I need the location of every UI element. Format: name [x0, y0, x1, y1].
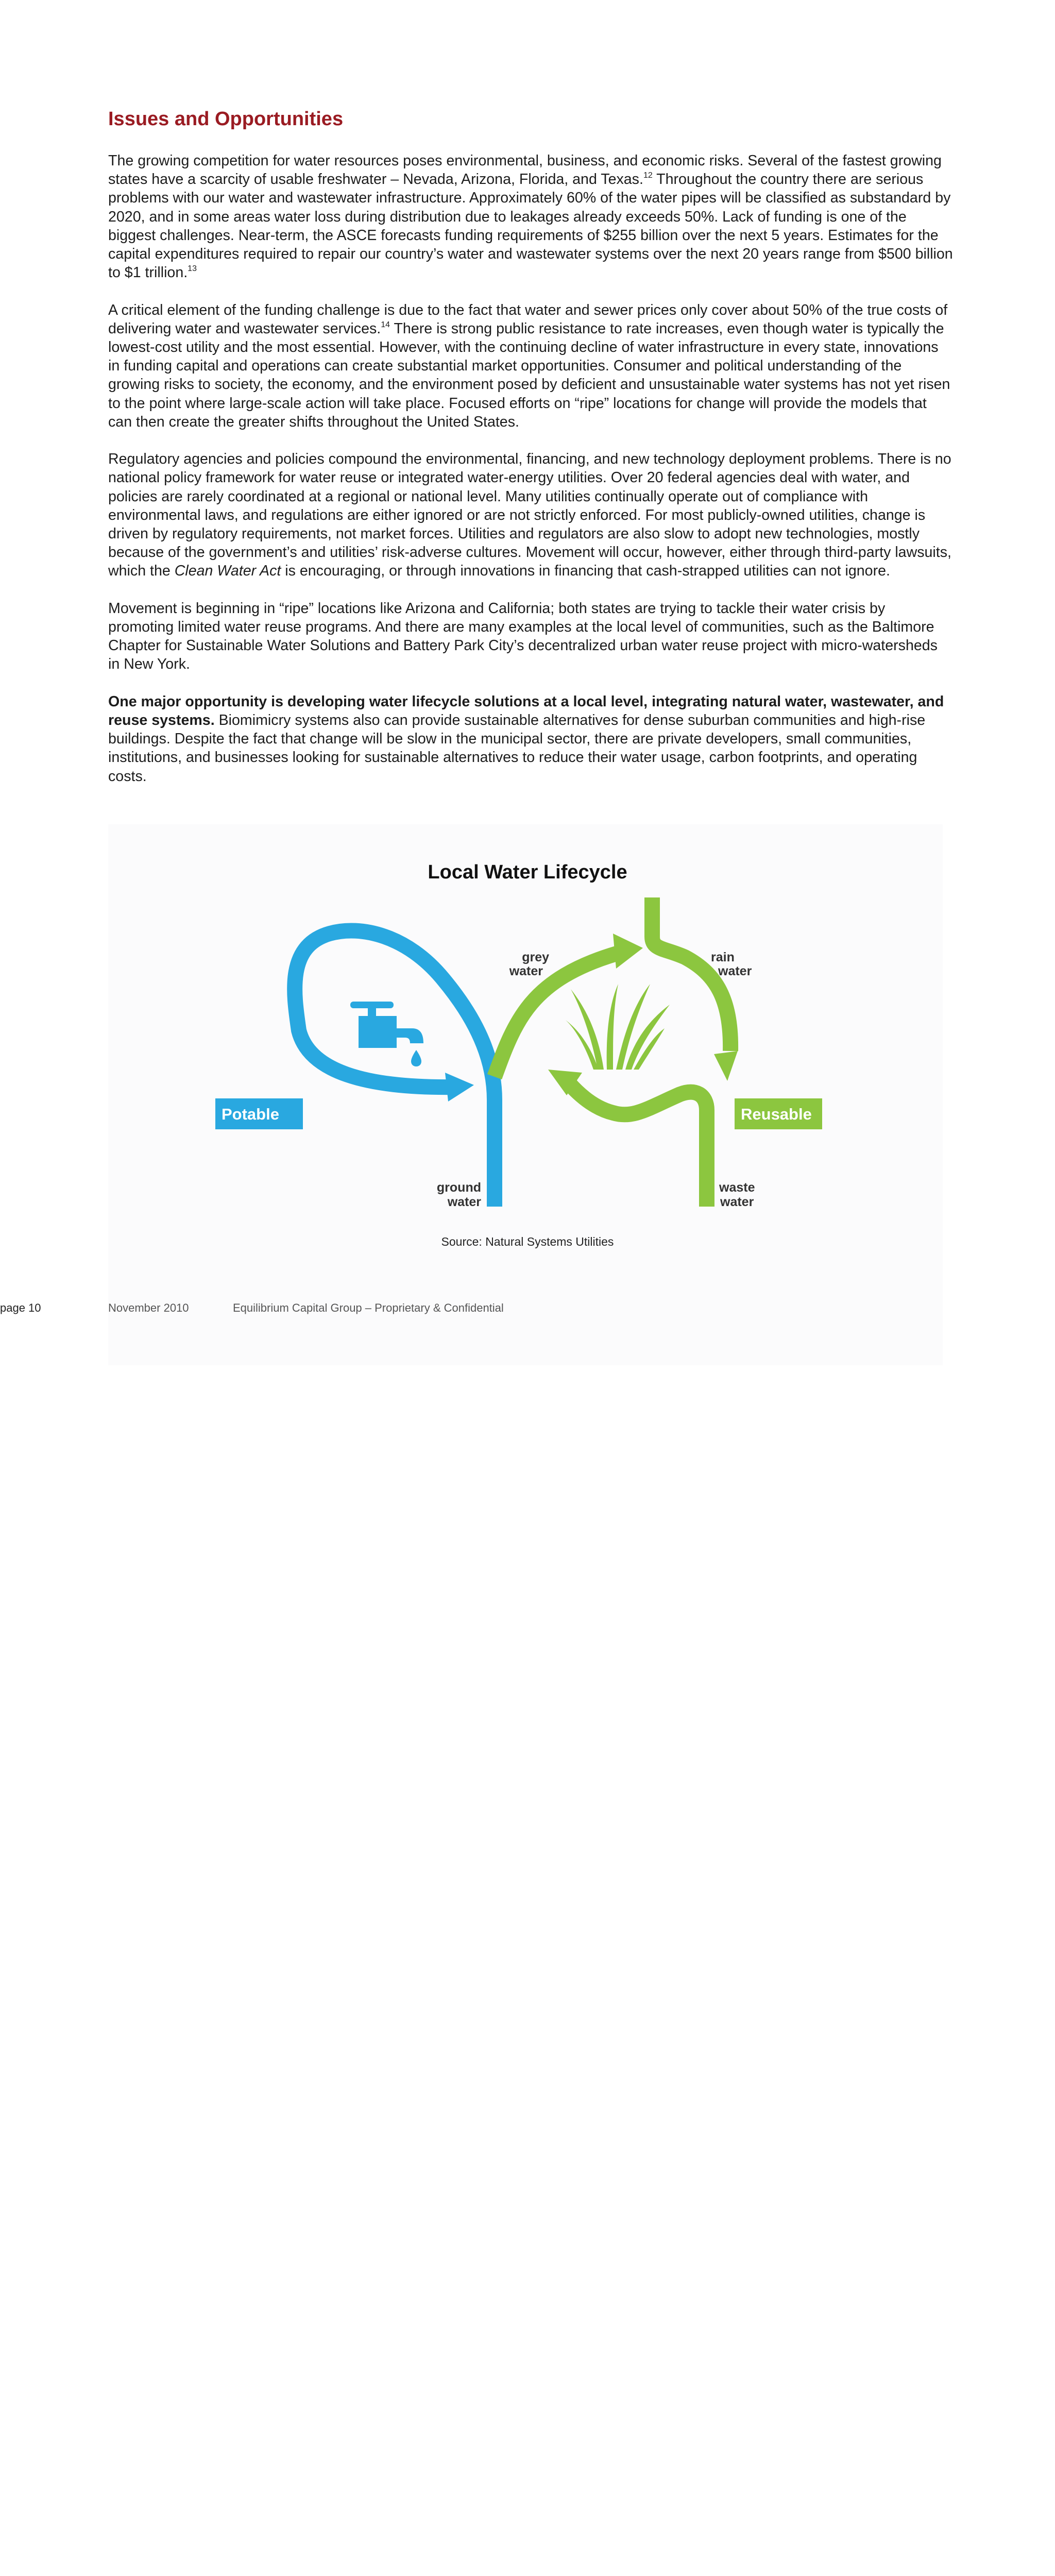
- potable-arrowhead: [445, 1073, 474, 1101]
- section-heading: Issues and Opportunities: [108, 108, 344, 130]
- ground-water-label-line1: ground: [436, 1180, 481, 1195]
- potable-loop: [295, 930, 495, 1207]
- potable-loop-curve: [295, 930, 495, 1207]
- faucet-icon: [350, 1002, 423, 1066]
- footer-page-number: page 10: [0, 1301, 41, 1314]
- grey-water-label-line1: grey: [522, 950, 549, 964]
- clean-water-act-title: Clean Water Act: [174, 563, 281, 580]
- reusable-tag-label: Reusable: [741, 1105, 812, 1123]
- grey-water-arrowhead: [613, 934, 643, 969]
- figure-source: Source: Natural Systems Utilities: [441, 1235, 614, 1248]
- grey-water-label-line2: water: [509, 964, 543, 978]
- paragraph-5-text: Biomimicry systems also can provide sustainable alternatives for dense suburban communities and high-rise buildings. Despite the fact that change will be slow in the municipal sector, there are private developers, small communities, institutions, and businesses looking for sustainable alternatives to reduce their water usage, carbon footprints, and operating costs.: [108, 712, 926, 785]
- paragraph-2-text-b: There is strong public resistance to rate increases, even though water is typically the lowest-cost utility and the most essential. However, with the continuing decline of water infrastructure in every state, innovations in funding capital and operations can create substantial market opportunities. Consumer and political understanding of the growing risks to society, the economy, and the environment posed by deficient and unsustainable water systems has not yet risen to the point where large-scale action will take place. Focused efforts on “ripe” locations for change will provide the models that can then create the greater shifts throughout the United States.: [108, 320, 950, 430]
- rain-water-arrowhead: [714, 1051, 738, 1081]
- footnote-ref-14: 14: [381, 320, 390, 329]
- paragraph-1-text-a: The growing competition for water resources poses environmental, business, and economic risks. Several of the fastest growing states have a scarcity of usable freshwater – Nevada, Arizona, Florida, and Texas.: [108, 152, 942, 188]
- waste-water-pipe: [569, 1083, 707, 1207]
- rain-water-label-line1: rain: [711, 950, 735, 964]
- figure-title: Local Water Lifecycle: [428, 861, 627, 883]
- footnote-ref-12: 12: [643, 171, 653, 180]
- waste-water-label-line2: water: [720, 1195, 754, 1209]
- paragraph-3-text-b: is encouraging, or through innovations in financing that cash-strapped utilities can not ignore.: [281, 563, 890, 580]
- paragraph-5-bold-lead: One major opportunity is developing water lifecycle solutions at a local level, integrating natural water, wastewater, and reuse systems.: [108, 693, 944, 729]
- grass-icon: [566, 984, 670, 1070]
- paragraph-2-text-a: A critical element of the funding challenge is due to the fact that water and sewer prices only cover about 50% of the true costs of delivering water and wastewater services.: [108, 301, 948, 337]
- paragraph-4: Movement is beginning in “ripe” locations like Arizona and California; both states are trying to tackle their water crisis by promoting limited water reuse programs. And there are many examples at the local level of communities, such as the Baltimore Chapter for Sustainable Water Solutions and Battery Park City’s decentralized urban water reuse project with micro-watersheds in New York.: [108, 600, 938, 673]
- footer-confidential: Equilibrium Capital Group – Proprietary & Confidential: [233, 1301, 504, 1314]
- ground-water-label-line2: water: [447, 1195, 481, 1209]
- rain-water-label-line2: water: [718, 964, 752, 978]
- footnote-ref-13: 13: [188, 264, 197, 274]
- potable-tag-label: Potable: [222, 1105, 279, 1123]
- waste-water-label-line1: waste: [719, 1180, 755, 1195]
- paragraph-3-text-a: Regulatory agencies and policies compound the environmental, financing, and new technology deployment problems. There is no national policy framework for water reuse or integrated water-energy utilities. Over 20 federal agencies deal with water, and policies are rarely coordinated at a regional or national level. Many utilities continually operate out of compliance with environmental laws, and regulations are either ignored or are not strictly enforced. For most publicly-owned utilities, change is driven by regulatory requirements, not market forces. Utilities and regulators are also slow to adopt new technologies, mostly because of the government’s and utilities’ risk-adverse cultures. Movement will occur, however, either through third-party lawsuits, which the: [108, 451, 951, 580]
- paragraph-1-text-b: Throughout the country there are serious problems with our water and wastewater infrastructure. Approximately 60% of the water pipes will be classified as substandard by 2020, and in some areas water loss during distribution due to leakages already exceeds 50%. Lack of funding is one of the biggest challenges. Near-term, the ASCE forecasts funding requirements of $255 billion over the next 5 years. Estimates for the capital expenditures required to repair our country’s water and wastewater systems over the next 20 years range from $500 billion to $1 trillion.: [108, 171, 953, 281]
- reuse-loops: [495, 897, 738, 1207]
- footer-date: November 2010: [108, 1301, 189, 1314]
